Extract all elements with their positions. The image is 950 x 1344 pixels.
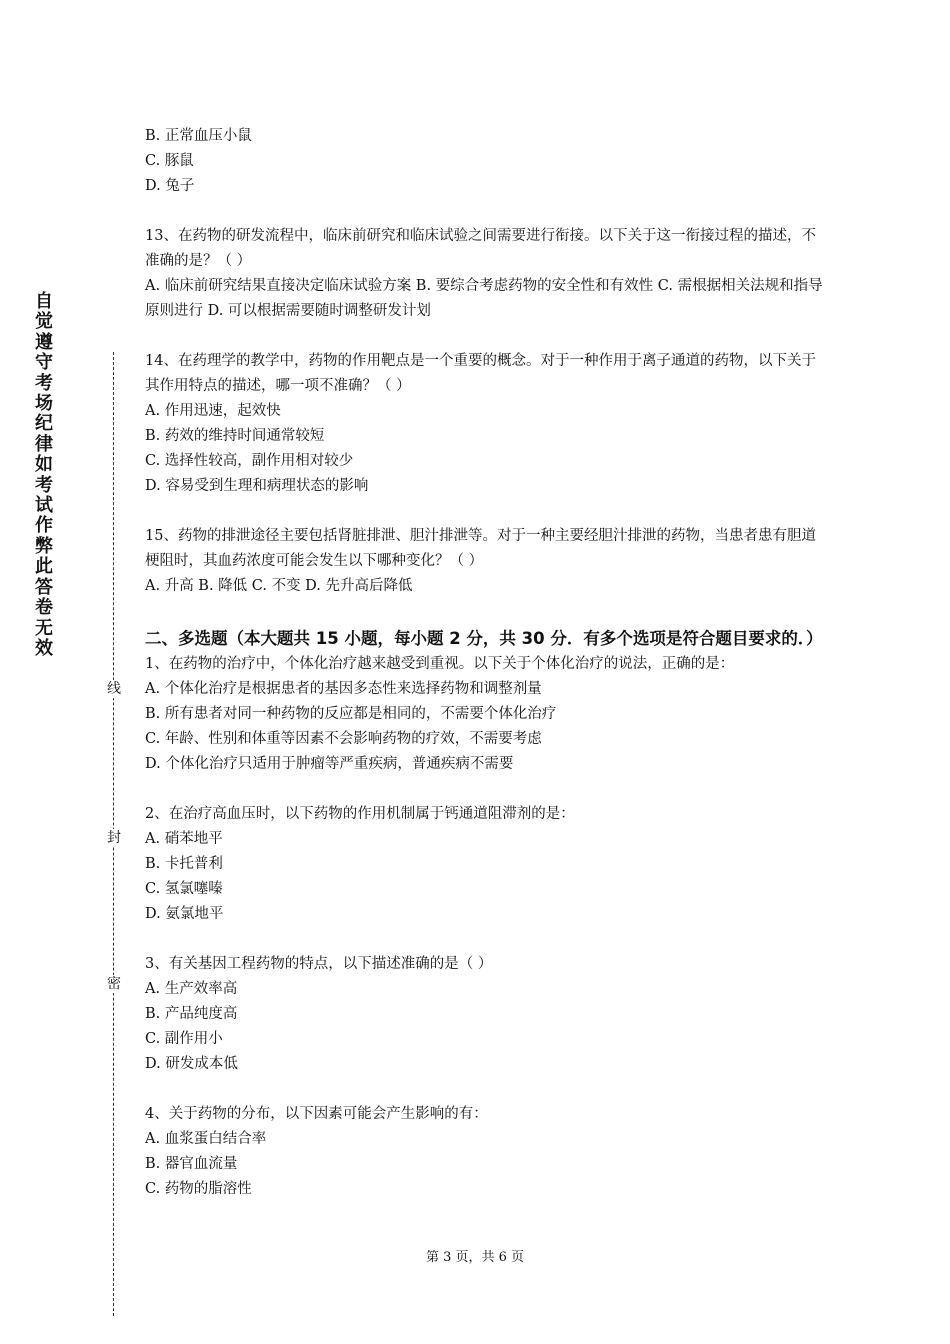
m3-option-d: D. 研发成本低	[145, 1056, 238, 1072]
m2-option-b: B. 卡托普利	[145, 856, 223, 872]
seal-mark-mi: 密	[104, 975, 124, 993]
m2-option-a: A. 硝苯地平	[145, 831, 223, 847]
q13-options: A. 临床前研究结果直接决定临床试验方案 B. 要综合考虑药物的安全性和有效性 C. 需根据相关法规和指导原则进行 D. 可以根据需要随时调整研发计划	[145, 278, 823, 319]
m1-option-d: D. 个体化治疗只适用于肿瘤等严重疾病，普通疾病不需要	[145, 756, 514, 772]
q12-option-d: D. 兔子	[145, 178, 195, 194]
q14-option-d: D. 容易受到生理和病理状态的影响	[145, 478, 369, 494]
q15-options: A. 升高 B. 降低 C. 不变 D. 先升高后降低	[145, 578, 413, 594]
m1-option-a: A. 个体化治疗是根据患者的基因多态性来选择药物和调整剂量	[145, 681, 542, 697]
m3-stem: 3、有关基因工程药物的特点，以下描述准确的是（ ）	[145, 956, 493, 972]
page-footer: 第 3 页，共 6 页	[425, 1250, 525, 1265]
m1-stem: 1、在药物的治疗中，个体化治疗越来越受到重视。以下关于个体化治疗的说法，正确的是：	[145, 656, 735, 672]
m1-option-b: B. 所有患者对同一种药物的反应都是相同的，不需要个体化治疗	[145, 706, 557, 722]
m4-option-c: C. 药物的脂溶性	[145, 1181, 252, 1197]
m2-option-d: D. 氨氯地平	[145, 906, 224, 922]
section-2-title: 二、多选题（本大题共 15 小题，每小题 2 分，共 30 分．有多个选项是符合题目要求的．）	[145, 629, 823, 648]
m1-option-c: C. 年龄、性别和体重等因素不会影响药物的疗效，不需要考虑	[145, 731, 542, 747]
q14-stem: 14、在药理学的教学中，药物的作用靶点是一个重要的概念。对于一种作用于离子通道的药物，以下关于其作用特点的描述，哪一项不准确？（ ）	[145, 353, 816, 394]
m2-stem: 2、在治疗高血压时，以下药物的作用机制属于钙通道阻滞剂的是：	[145, 806, 575, 822]
m4-option-b: B. 器官血流量	[145, 1156, 238, 1172]
q14-option-b: B. 药效的维持时间通常较短	[145, 428, 325, 444]
q13-stem: 13、在药物的研发流程中，临床前研究和临床试验之间需要进行衔接。以下关于这一衔接过程的描述，不准确的是？（ ）	[145, 228, 816, 269]
exam-content	[145, 124, 825, 1202]
q12-option-c: C. 豚鼠	[145, 153, 194, 169]
m3-option-c: C. 副作用小	[145, 1031, 223, 1047]
q15-stem: 15、药物的排泄途径主要包括肾脏排泄、胆汁排泄等。对于一种主要经胆汁排泄的药物，当患者患有胆道梗阻时，其血药浓度可能会发生以下哪种变化？（ ）	[145, 528, 816, 569]
seal-mark-xian: 线	[104, 680, 124, 698]
m4-option-a: A. 血浆蛋白结合率	[145, 1131, 267, 1147]
seal-mark-feng: 封	[104, 829, 124, 847]
m3-option-b: B. 产品纯度高	[145, 1006, 238, 1022]
side-notice: 自觉遵守考场纪律如考试作弊此答卷无效	[35, 291, 53, 659]
q14-option-a: A. 作用迅速，起效快	[145, 403, 281, 419]
m4-stem: 4、关于药物的分布，以下因素可能会产生影响的有：	[145, 1106, 488, 1122]
m3-option-a: A. 生产效率高	[145, 981, 238, 997]
q14-option-c: C. 选择性较高，副作用相对较少	[145, 453, 354, 469]
m2-option-c: C. 氢氯噻嗪	[145, 881, 223, 897]
q12-option-b: B. 正常血压小鼠	[145, 128, 252, 144]
